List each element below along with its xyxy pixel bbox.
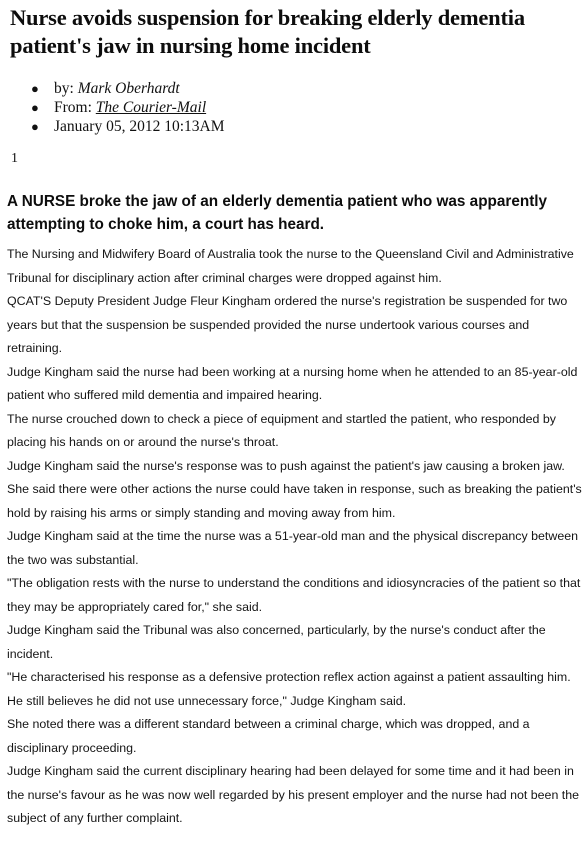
bullet-icon: ●	[31, 81, 39, 96]
body-paragraph: Judge Kingham said the current disciplinary hearing had been delayed for some time and it had been in the nurse's favour as he was now well regarded by his present employer and the nurse had not been the subject of any further complaint.	[7, 764, 579, 825]
body-paragraph: She said there were other actions the nurse could have taken in response, such as breaking the patient's hold by raising his arms or simply standing and moving away from him.	[7, 482, 582, 520]
article-lede: A NURSE broke the jaw of an elderly dementia patient who was apparently attempting to choke him, a court has heard.	[7, 193, 548, 233]
from-label: From:	[54, 99, 92, 116]
body-paragraph: "The obligation rests with the nurse to understand the conditions and idiosyncracies of the patient so that they may be appropriately cared for," she said.	[7, 576, 581, 614]
article-headline: Nurse avoids suspension for breaking elderly dementia patient's jaw in nursing home incident	[10, 5, 525, 58]
source-link[interactable]: The Courier-Mail	[95, 99, 207, 116]
meta-byline	[30, 79, 225, 98]
author-name: Mark Oberhardt	[77, 80, 180, 97]
by-label: by:	[54, 80, 74, 97]
article-meta-list	[30, 79, 225, 136]
article-body	[7, 243, 585, 831]
body-paragraph: Judge Kingham said the Tribunal was also concerned, particularly, by the nurse's conduct after the incident.	[7, 623, 546, 661]
publish-date: January 05, 2012 10:13AM	[54, 118, 225, 135]
body-paragraph: She noted there was a different standard between a criminal charge, which was dropped, and a disciplinary proceeding.	[7, 717, 530, 755]
body-paragraph: Judge Kingham said the nurse had been working at a nursing home when he attended to an 85-year-old patient who suffered mild dementia and impaired hearing.	[7, 364, 578, 402]
body-paragraph: QCAT'S Deputy President Judge Fleur Kingham ordered the nurse's registration be suspended for two years but that the suspension be suspended provided the nurse undertook various courses and retraining.	[7, 294, 568, 355]
bullet-icon: ●	[31, 100, 39, 115]
body-paragraph: The nurse crouched down to check a piece of equipment and startled the patient, who responded by placing his hands on or around the nurse's throat.	[7, 411, 556, 449]
page-number: 1	[11, 151, 18, 166]
meta-date	[30, 117, 225, 136]
body-paragraph: Judge Kingham said the nurse's response was to push against the patient's jaw causing a broken jaw.	[7, 458, 565, 473]
meta-source	[30, 98, 225, 117]
body-paragraph: Judge Kingham said at the time the nurse was a 51-year-old man and the physical discrepancy between the two was substantial.	[7, 529, 578, 567]
body-paragraph: "He characterised his response as a defensive protection reflex action against a patient assaulting him. He still believes he did not use unnecessary force," Judge Kingham said.	[7, 670, 571, 708]
bullet-icon: ●	[31, 119, 39, 134]
body-paragraph: The Nursing and Midwifery Board of Australia took the nurse to the Queensland Civil and Administrative Tribunal for disciplinary action after criminal charges were dropped against him.	[7, 247, 574, 285]
